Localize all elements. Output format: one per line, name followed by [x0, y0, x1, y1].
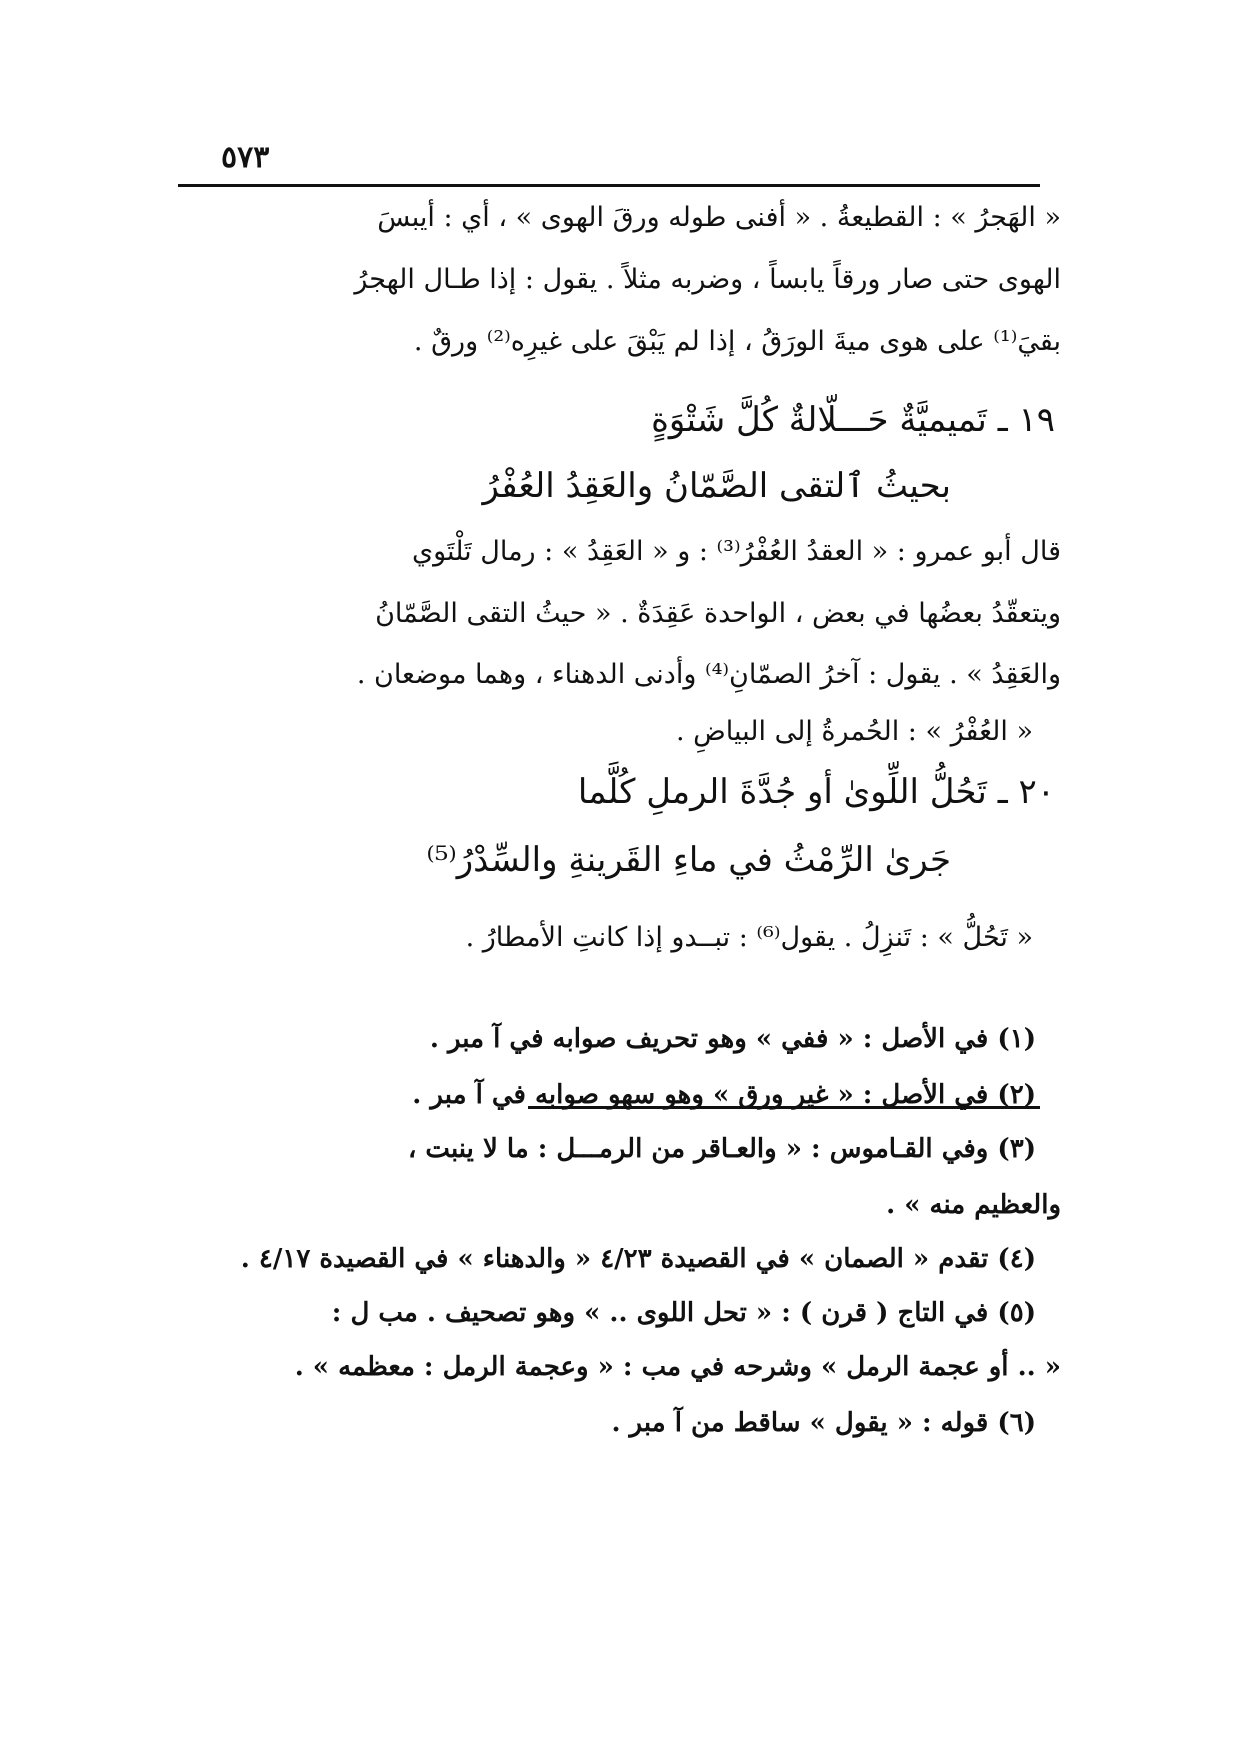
commentary-line: ويتعقّدُ بعضُها في بعض ، الواحدة عَقِدَةٌ . « حيثُ التقى الصَّمّانُ: [375, 598, 1061, 629]
commentary-line: « العُفْرُ » : الحُمرةُ إلى البياضِ .: [675, 716, 1033, 747]
footnote-1: (١) في الأصل : « ففي » وهو تحريف صوابه في آ مبر .: [429, 1024, 1036, 1054]
footnote-5: (٥) في التاج ( قرن ) : « تحل اللوى .. » وهو تصحيف . مب ل :: [331, 1298, 1036, 1328]
page-number: ٥٧٣: [221, 140, 270, 175]
commentary-line: بقيَ⁽¹⁾ على هوى ميةَ الورَقُ ، إذا لم يَبْقَ على غيرِه⁽²⁾ ورقٌ .: [413, 326, 1061, 357]
verse-first-hemistich: ١٩ ـ تَميميَّةٌ حَـــلّالةٌ كُلَّ شَتْوَةٍ: [651, 400, 1055, 440]
commentary-line: « تَحُلُّ » : تَنزِلُ . يقول⁽⁶⁾ : تبــدو إذا كانتِ الأمطارُ .: [465, 922, 1033, 953]
footnote-4: (٤) تقدم « الصمان » في القصيدة ٤/٢٣ « والدهناء » في القصيدة ٤/١٧ .: [240, 1244, 1036, 1274]
footnote-3-continued: والعظيم منه » .: [886, 1190, 1061, 1220]
footnote-5-continued: « .. أو عجمة الرمل » وشرحه في مب : « وعجمة الرمل : معظمه » .: [294, 1352, 1061, 1382]
commentary-line: قال أبو عمرو : « العقدُ العُفْرُ⁽³⁾ : و « العَقِدُ » : رمال تَلْتَوي: [411, 536, 1061, 567]
verse-first-hemistich: ٢٠ ـ تَحُلُّ اللِّوىٰ أو جُدَّةَ الرملِ كُلَّما: [577, 772, 1055, 812]
commentary-line: الهوى حتى صار ورقاً يابساً ، وضربه مثلاً . يقول : إذا طـال الهجرُ: [354, 264, 1061, 295]
verse-second-hemistich: جَرىٰ الرِّمْثُ في ماءِ القَرينةِ والسِّدْرُ⁽⁵⁾: [426, 840, 951, 880]
footnote-3: (٣) وفي القـاموس : « والعـاقر من الرمـــل : ما لا ينبت ،: [407, 1134, 1036, 1164]
commentary-line: والعَقِدُ » . يقول : آخرُ الصمّانِ⁽⁴⁾ وأدنى الدهناء ، وهما موضعان .: [356, 659, 1061, 690]
header-rule: [178, 184, 1040, 187]
commentary-line: « الهَجرُ » : القطيعةُ . « أفنى طوله ورقَ الهوى » ، أي : أيبسَ: [377, 202, 1061, 233]
verse-second-hemistich: بحيثُ ٱلتقى الصَّمّانُ والعَقِدُ العُفْرُ: [482, 466, 951, 506]
footnote-2: (٢) في الأصل : « غير ورق » وهو سهو صوابه في آ مبر .: [412, 1080, 1036, 1110]
footnote-6: (٦) قوله : « يقول » ساقط من آ مبر .: [611, 1408, 1036, 1438]
